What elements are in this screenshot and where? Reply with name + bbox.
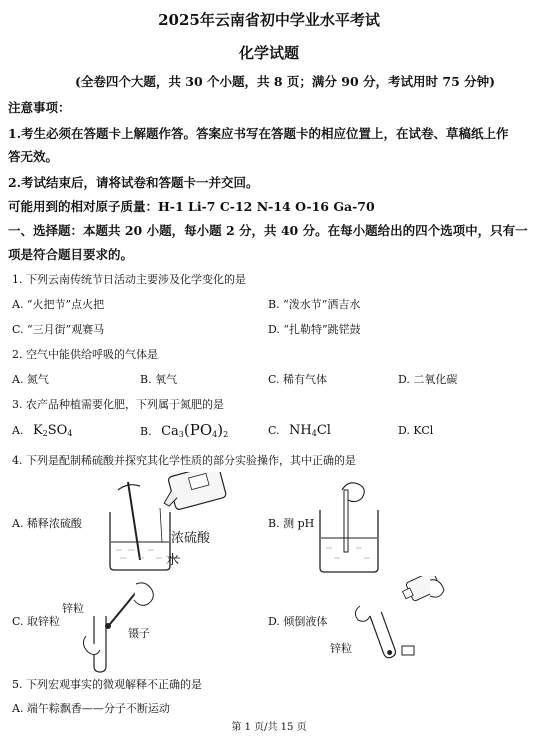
section1-line1: 一、选择题：本题共 20 小题，每小题 2 分，共 40 分。在每小题给出的四个选项中，只有一: [8, 223, 528, 238]
q4-c-zinc-label: 锌粒: [62, 602, 84, 615]
acid-stream: [160, 508, 162, 542]
formula-sub: 2: [42, 429, 48, 438]
q3-b-label: B.: [140, 425, 152, 438]
q3-c-formula: [289, 423, 331, 438]
q2-option-d: D. 二氧化碳: [398, 373, 458, 386]
beaker: [320, 510, 378, 572]
page-footer: 第 1 页/共 15 页: [231, 722, 307, 733]
q3-c-label: C.: [268, 424, 280, 437]
q4-c-tongs-label: 镊子: [128, 627, 150, 640]
formula-part: (PO: [183, 421, 213, 439]
q2-option-c: C. 稀有气体: [268, 373, 328, 386]
q4-a-water-label: 水: [166, 553, 180, 568]
note-1-line1: 1.考生必须在答题卡上解题作答。答案应书写在答题卡的相应位置上，在试卷、草稿纸上作: [8, 126, 509, 141]
formula-part: NH: [289, 423, 312, 438]
formula-part: Cl: [316, 423, 331, 438]
exam-subtitle: 化学试题: [238, 44, 299, 62]
formula-sub: 4: [212, 430, 218, 439]
q3-option-d: D. KCl: [398, 424, 434, 437]
q4-d-zinc-label: 锌粒: [330, 642, 352, 655]
formula-part: Ca: [161, 424, 179, 439]
q3-option-b: [140, 421, 228, 439]
q3-a-label: A.: [12, 424, 24, 437]
q4-b-figure: [312, 476, 387, 576]
q1-option-b: B. “泼水节”洒吉水: [268, 298, 361, 311]
test-tube: [94, 616, 106, 672]
q4-option-b: B. 测 pH: [268, 517, 315, 530]
formula-sub: 4: [311, 429, 317, 438]
notes-heading: 注意事项：: [8, 100, 71, 115]
glass-rod: [128, 482, 140, 560]
section1-line2: 项是符合题目要求的。: [8, 247, 134, 262]
hand-icon: [355, 606, 370, 621]
q4-option-a: A. 稀释浓硫酸: [12, 517, 82, 530]
q1-option-c: C. “三月街”观赛马: [12, 323, 105, 336]
formula-sub: 4: [67, 429, 73, 438]
q1-stem: 1. 下列云南传统节日活动主要涉及化学变化的是: [12, 273, 246, 286]
q5-stem: 5. 下列宏观事实的微观解释不正确的是: [12, 678, 202, 691]
q3-a-formula: [33, 423, 72, 438]
q4-option-d: D. 倾倒液体: [268, 615, 328, 628]
q4-stem: 4. 下列是配制稀硫酸并探究其化学性质的部分实验操作，其中正确的是: [12, 454, 356, 467]
formula-sub: 3: [178, 430, 184, 439]
tongs: [110, 590, 138, 624]
acid-bottle: [158, 472, 227, 513]
q1-option-a: A. “火把节”点火把: [12, 298, 105, 311]
formula-part: SO: [47, 423, 68, 438]
formula-part: K: [32, 423, 43, 438]
ph-paper: [344, 490, 348, 552]
q4-option-c: C. 取锌粒: [12, 615, 61, 628]
q4-a-acid-label: 浓硫酸: [171, 531, 211, 546]
test-tube: [370, 612, 397, 659]
q2-stem: 2. 空气中能供给呼吸的气体是: [12, 348, 158, 361]
bottle-stopper: [402, 646, 414, 655]
formula-sub: 2: [223, 430, 229, 439]
exam-info: (全卷四个大题，共 30 个小题，共 8 页；满分 90 分，考试用时 75 分钟): [75, 74, 496, 89]
q1-option-d: D. “扎勒特”跳铓鼓: [268, 323, 361, 336]
q3-stem: 3. 农产品种植需要化肥，下列属于氮肥的是: [12, 398, 224, 411]
q3-b-formula: [161, 421, 229, 439]
hand-icon: [83, 636, 100, 655]
q3-option-a: [12, 423, 72, 438]
q2-option-b: B. 氧气: [140, 373, 178, 386]
q2-option-a: A. 氮气: [12, 373, 49, 386]
q5-option-a: A. 端午粽飘香——分子不断运动: [12, 702, 170, 715]
q4-d-figure: [340, 576, 450, 666]
formula-part: ): [217, 421, 224, 439]
exam-title: 2025年云南省初中学业水平考试: [158, 11, 380, 29]
note-2: 2.考试结束后，请将试卷和答题卡一并交回。: [8, 175, 259, 190]
note-1-line2: 答无效。: [8, 149, 59, 164]
hand-icon: [430, 580, 444, 597]
hand-icon: [134, 583, 153, 605]
q3-option-c: [268, 423, 331, 438]
atomic-masses: 可能用到的相对原子质量：H-1 Li-7 C-12 N-14 O-16 Ga-70: [8, 199, 375, 214]
